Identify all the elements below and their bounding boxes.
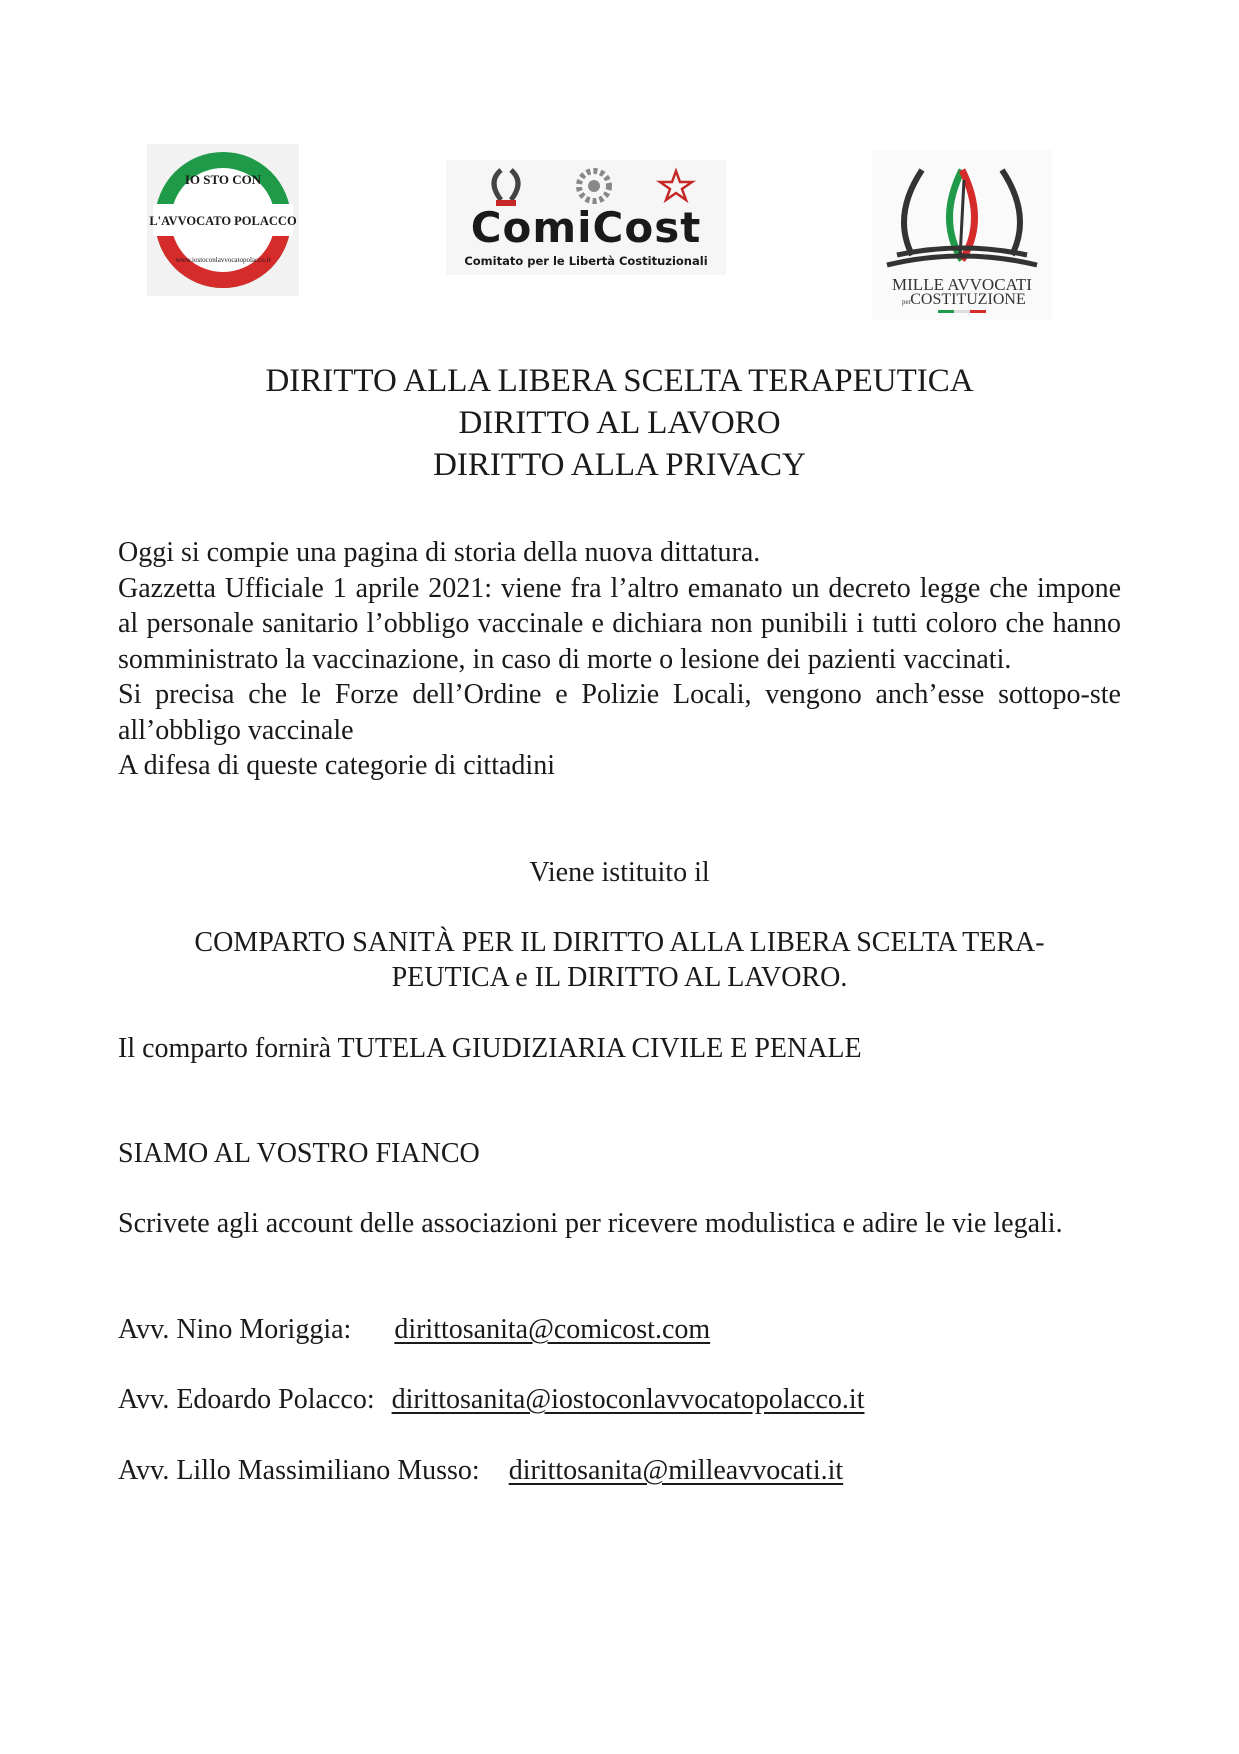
intro-line-4: A difesa di queste categorie di cittadini	[118, 750, 555, 781]
contact-name: Avv. Edoardo Polacco:	[118, 1384, 375, 1415]
email-link[interactable]: dirittosanita@comicost.com	[394, 1314, 711, 1345]
comparto-block	[0, 925, 1239, 995]
contact-name: Avv. Lillo Massimiliano Musso:	[118, 1455, 480, 1486]
intro-text	[118, 535, 1121, 784]
fianco-text: SIAMO AL VOSTRO FIANCO	[118, 1138, 480, 1169]
logo-polacco	[147, 144, 299, 296]
flag-stripe-red	[970, 310, 986, 313]
polacco-arc-text: IO STO CON	[184, 172, 262, 187]
comicost-name: ComiCost	[470, 203, 702, 252]
intro-line-1: Oggi si compie una pagina di storia della nuova dittatura.	[118, 537, 761, 568]
star-icon	[660, 171, 692, 200]
scrivete-text: Scrivete agli account delle associazioni per ricevere modulistica e adire le vie legali.	[118, 1208, 1063, 1239]
logo-mille-avvocati	[872, 150, 1052, 320]
tutela-text: Il comparto fornirà TUTELA GIUDIZIARIA CIVILE E PENALE	[118, 1033, 862, 1064]
mille-line1: MILLE AVVOCATI	[892, 275, 1032, 294]
heading-line-2: DIRITTO AL LAVORO	[458, 405, 781, 441]
email-link[interactable]: dirittosanita@iostoconlavvocatopolacco.it	[391, 1384, 865, 1415]
heading-line-1: DIRITTO ALLA LIBERA SCELTA TERAPEUTICA	[265, 363, 974, 399]
flag-stripe-white	[954, 310, 970, 313]
contact-row	[118, 1312, 710, 1347]
comicost-subtitle: Comitato per le Libertà Costituzionali	[464, 254, 708, 268]
intro-paragraph-2: Gazzetta Ufficiale 1 aprile 2021: viene fra l’altro emanato un decreto legge che impone al personale sanitario l’obbligo vaccinale e dichiara non punibili i tutti coloro che hanno somministrato la vaccinazione, in caso di morte o lesione dei pazienti vaccinati.	[118, 572, 1121, 675]
heading-line-3: DIRITTO ALLA PRIVACY	[433, 447, 806, 483]
headings-block	[0, 360, 1239, 486]
email-link[interactable]: dirittosanita@milleavvocati.it	[508, 1455, 844, 1486]
gear-icon	[579, 171, 609, 201]
flag-stripe-green	[938, 310, 954, 313]
polacco-url-text: www.iostoconlavvocatopolacco.it	[175, 256, 271, 264]
comparto-line-1: COMPARTO SANITÀ PER IL DIRITTO ALLA LIBERA SCELTA TERA-	[194, 927, 1045, 958]
contact-name: Avv. Nino Moriggia:	[118, 1314, 352, 1345]
istituito-text: Viene istituito il	[529, 857, 710, 888]
mille-line2: COSTITUZIONE	[910, 291, 1026, 308]
intro-paragraph-3: Si precisa che le Forze dell’Ordine e Polizie Locali, vengono anch’esse sottopo-ste all’obbligo vaccinale	[118, 679, 1121, 746]
polacco-name-text: L'AVVOCATO POLACCO	[149, 214, 297, 228]
wreath-icon	[494, 170, 518, 206]
contact-row	[118, 1453, 843, 1488]
comparto-line-2: PEUTICA e IL DIRITTO AL LAVORO.	[391, 962, 848, 993]
laurel-book-icon	[887, 170, 1037, 265]
mille-per: per	[902, 298, 911, 306]
logo-comicost	[446, 160, 726, 275]
contact-row	[118, 1382, 864, 1417]
